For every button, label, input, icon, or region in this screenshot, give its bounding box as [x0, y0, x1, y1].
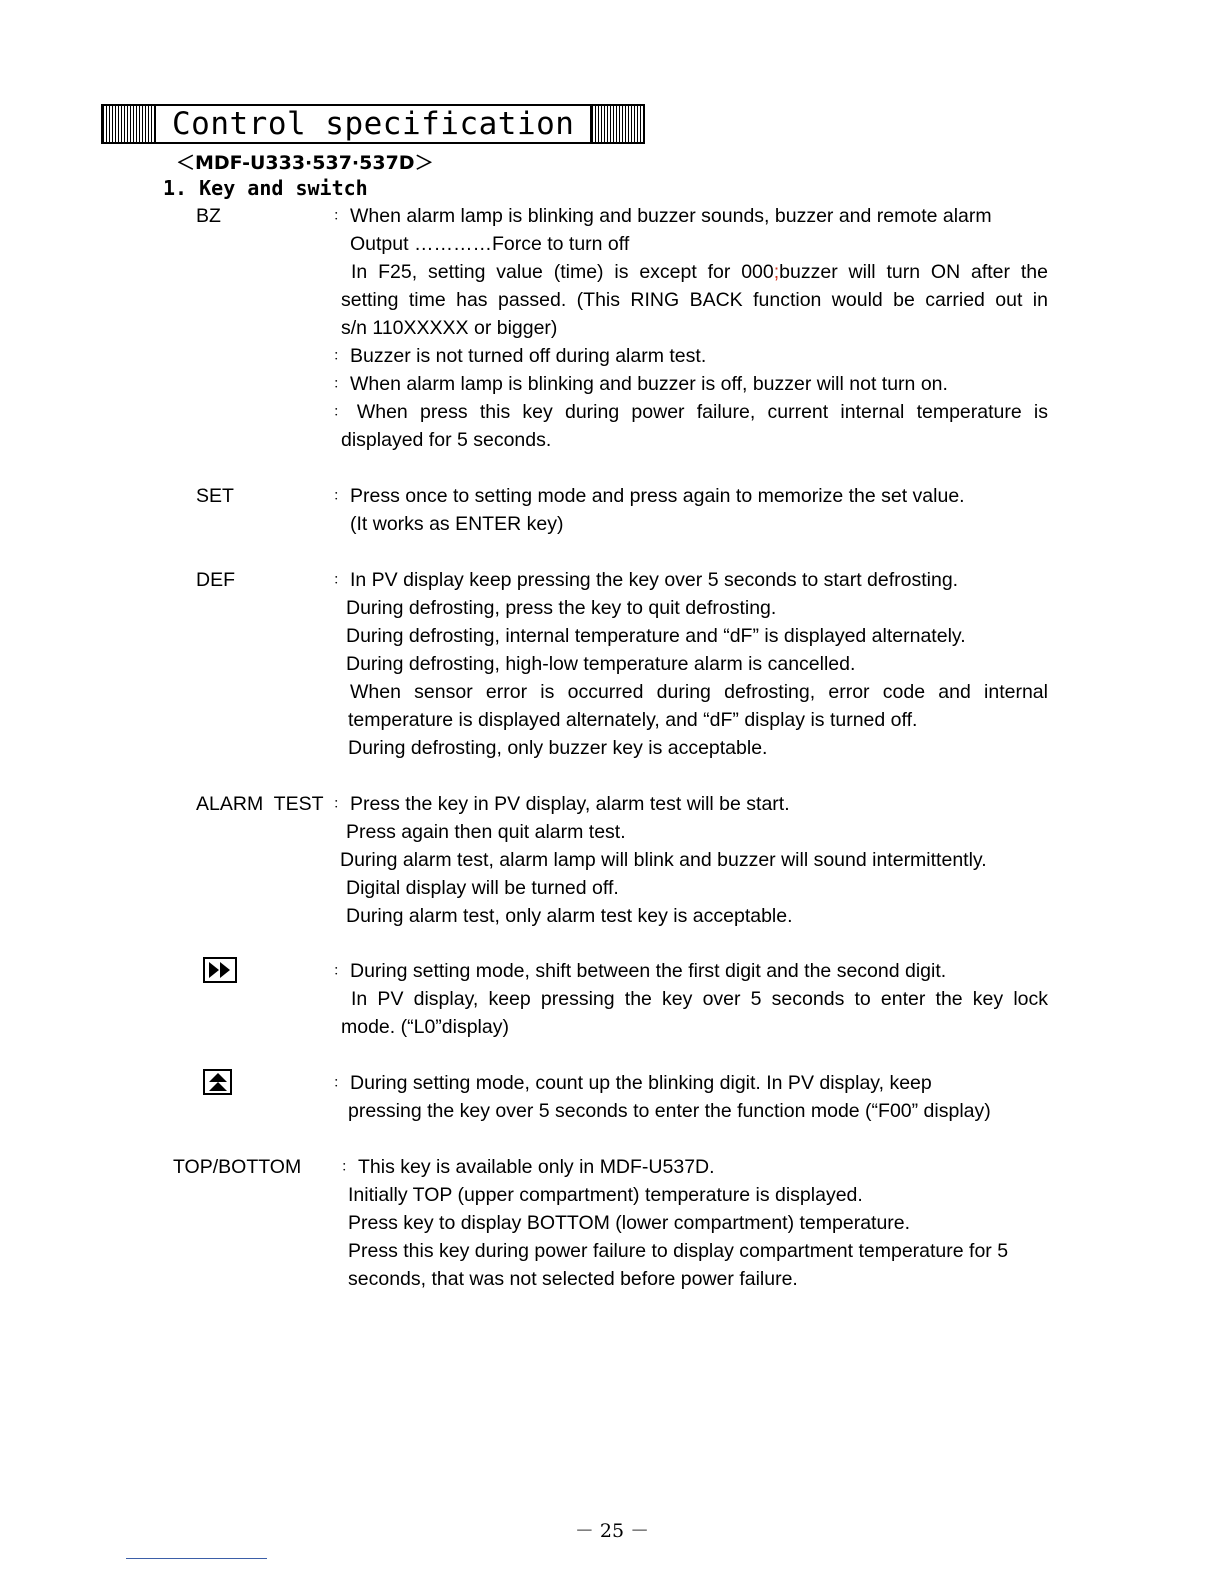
bz-line-1: ： When alarm lamp is blinking and buzzer sounds, buzzer and remote alarm [333, 205, 992, 227]
def-line-6: temperature is displayed alternately, and “dF” display is turned off. [348, 709, 918, 731]
top-bottom-key-label: TOP/BOTTOM [173, 1156, 302, 1178]
hatch-right-decoration [590, 104, 645, 144]
topbottom-line-5: seconds, that was not selected before power failure. [348, 1268, 798, 1290]
bz-line-9: displayed for 5 seconds. [341, 429, 552, 451]
bz-line-7: ： When alarm lamp is blinking and buzzer is off, buzzer will not turn on. [333, 373, 948, 395]
alarm-test-key-label: ALARM TEST [196, 793, 324, 815]
footer-rule [126, 1558, 267, 1559]
up-line-2: pressing the key over 5 seconds to enter the function mode (“F00” display) [348, 1100, 991, 1122]
shift-line-1: ： During setting mode, shift between the first digit and the second digit. [333, 960, 947, 982]
up-line-1: ： During setting mode, count up the blinking digit. In PV display, keep [333, 1072, 932, 1094]
def-line-2: During defrosting, press the key to quit defrosting. [346, 597, 777, 619]
alarm-line-3: During alarm test, alarm lamp will blink and buzzer will sound intermittently. [340, 849, 987, 871]
set-key-label: SET [196, 485, 234, 507]
def-line-1: ： In PV display keep pressing the key over 5 seconds to start defrosting. [333, 569, 959, 591]
shift-line-3: mode. (“L0”display) [341, 1016, 509, 1038]
topbottom-line-2: Initially TOP (upper compartment) temperature is displayed. [348, 1184, 863, 1206]
topbottom-line-1: ： This key is available only in MDF-U537D. [341, 1156, 715, 1178]
topbottom-line-4: Press this key during power failure to display compartment temperature for 5 [348, 1240, 1009, 1262]
alarm-line-5: During alarm test, only alarm test key is acceptable. [346, 905, 793, 927]
up-key-icon [203, 1069, 232, 1095]
def-line-3: During defrosting, internal temperature and “dF” is displayed alternately. [346, 625, 966, 647]
bz-line-8: ： When press this key during power failure, current internal temperature is [333, 401, 1049, 423]
def-line-7: During defrosting, only buzzer key is acceptable. [348, 737, 768, 759]
shift-key-icon [203, 957, 237, 983]
alarm-line-1: ： Press the key in PV display, alarm test will be start. [333, 793, 790, 815]
topbottom-line-3: Press key to display BOTTOM (lower compartment) temperature. [348, 1212, 911, 1234]
bz-line-4: setting time has passed. (This RING BACK function would be carried out in [341, 289, 1048, 311]
section-heading: 1. Key and switch [163, 176, 368, 200]
double-up-arrow-icon [207, 1072, 229, 1092]
double-right-arrow-icon [207, 961, 233, 979]
bz-line-6: ： Buzzer is not turned off during alarm test. [333, 345, 707, 367]
def-key-label: DEF [196, 569, 235, 591]
alarm-line-2: Press again then quit alarm test. [346, 821, 626, 843]
title-banner [101, 104, 645, 144]
page-number: － 25 － [574, 1520, 650, 1542]
def-line-5: When sensor error is occurred during defrosting, error code and internal [350, 681, 1048, 703]
bz-line-3: In F25, setting value (time) is except for 000;buzzer will turn ON after the [351, 261, 1048, 283]
shift-line-2: In PV display, keep pressing the key over 5 seconds to enter the key lock [351, 988, 1048, 1010]
hatch-left-decoration [101, 104, 156, 144]
bz-line-5: s/n 110XXXXX or bigger) [341, 317, 558, 339]
def-line-4: During defrosting, high-low temperature alarm is cancelled. [346, 653, 856, 675]
model-heading: ＜MDF-U333·537·537D＞ [176, 152, 434, 174]
set-line-2: (It works as ENTER key) [350, 513, 564, 535]
set-line-1: ： Press once to setting mode and press again to memorize the set value. [333, 485, 965, 507]
bz-key-label: BZ [196, 205, 221, 227]
alarm-line-4: Digital display will be turned off. [346, 877, 619, 899]
page-title: Control specification [156, 104, 590, 144]
bz-line-2: Output …………Force to turn off [350, 233, 630, 255]
